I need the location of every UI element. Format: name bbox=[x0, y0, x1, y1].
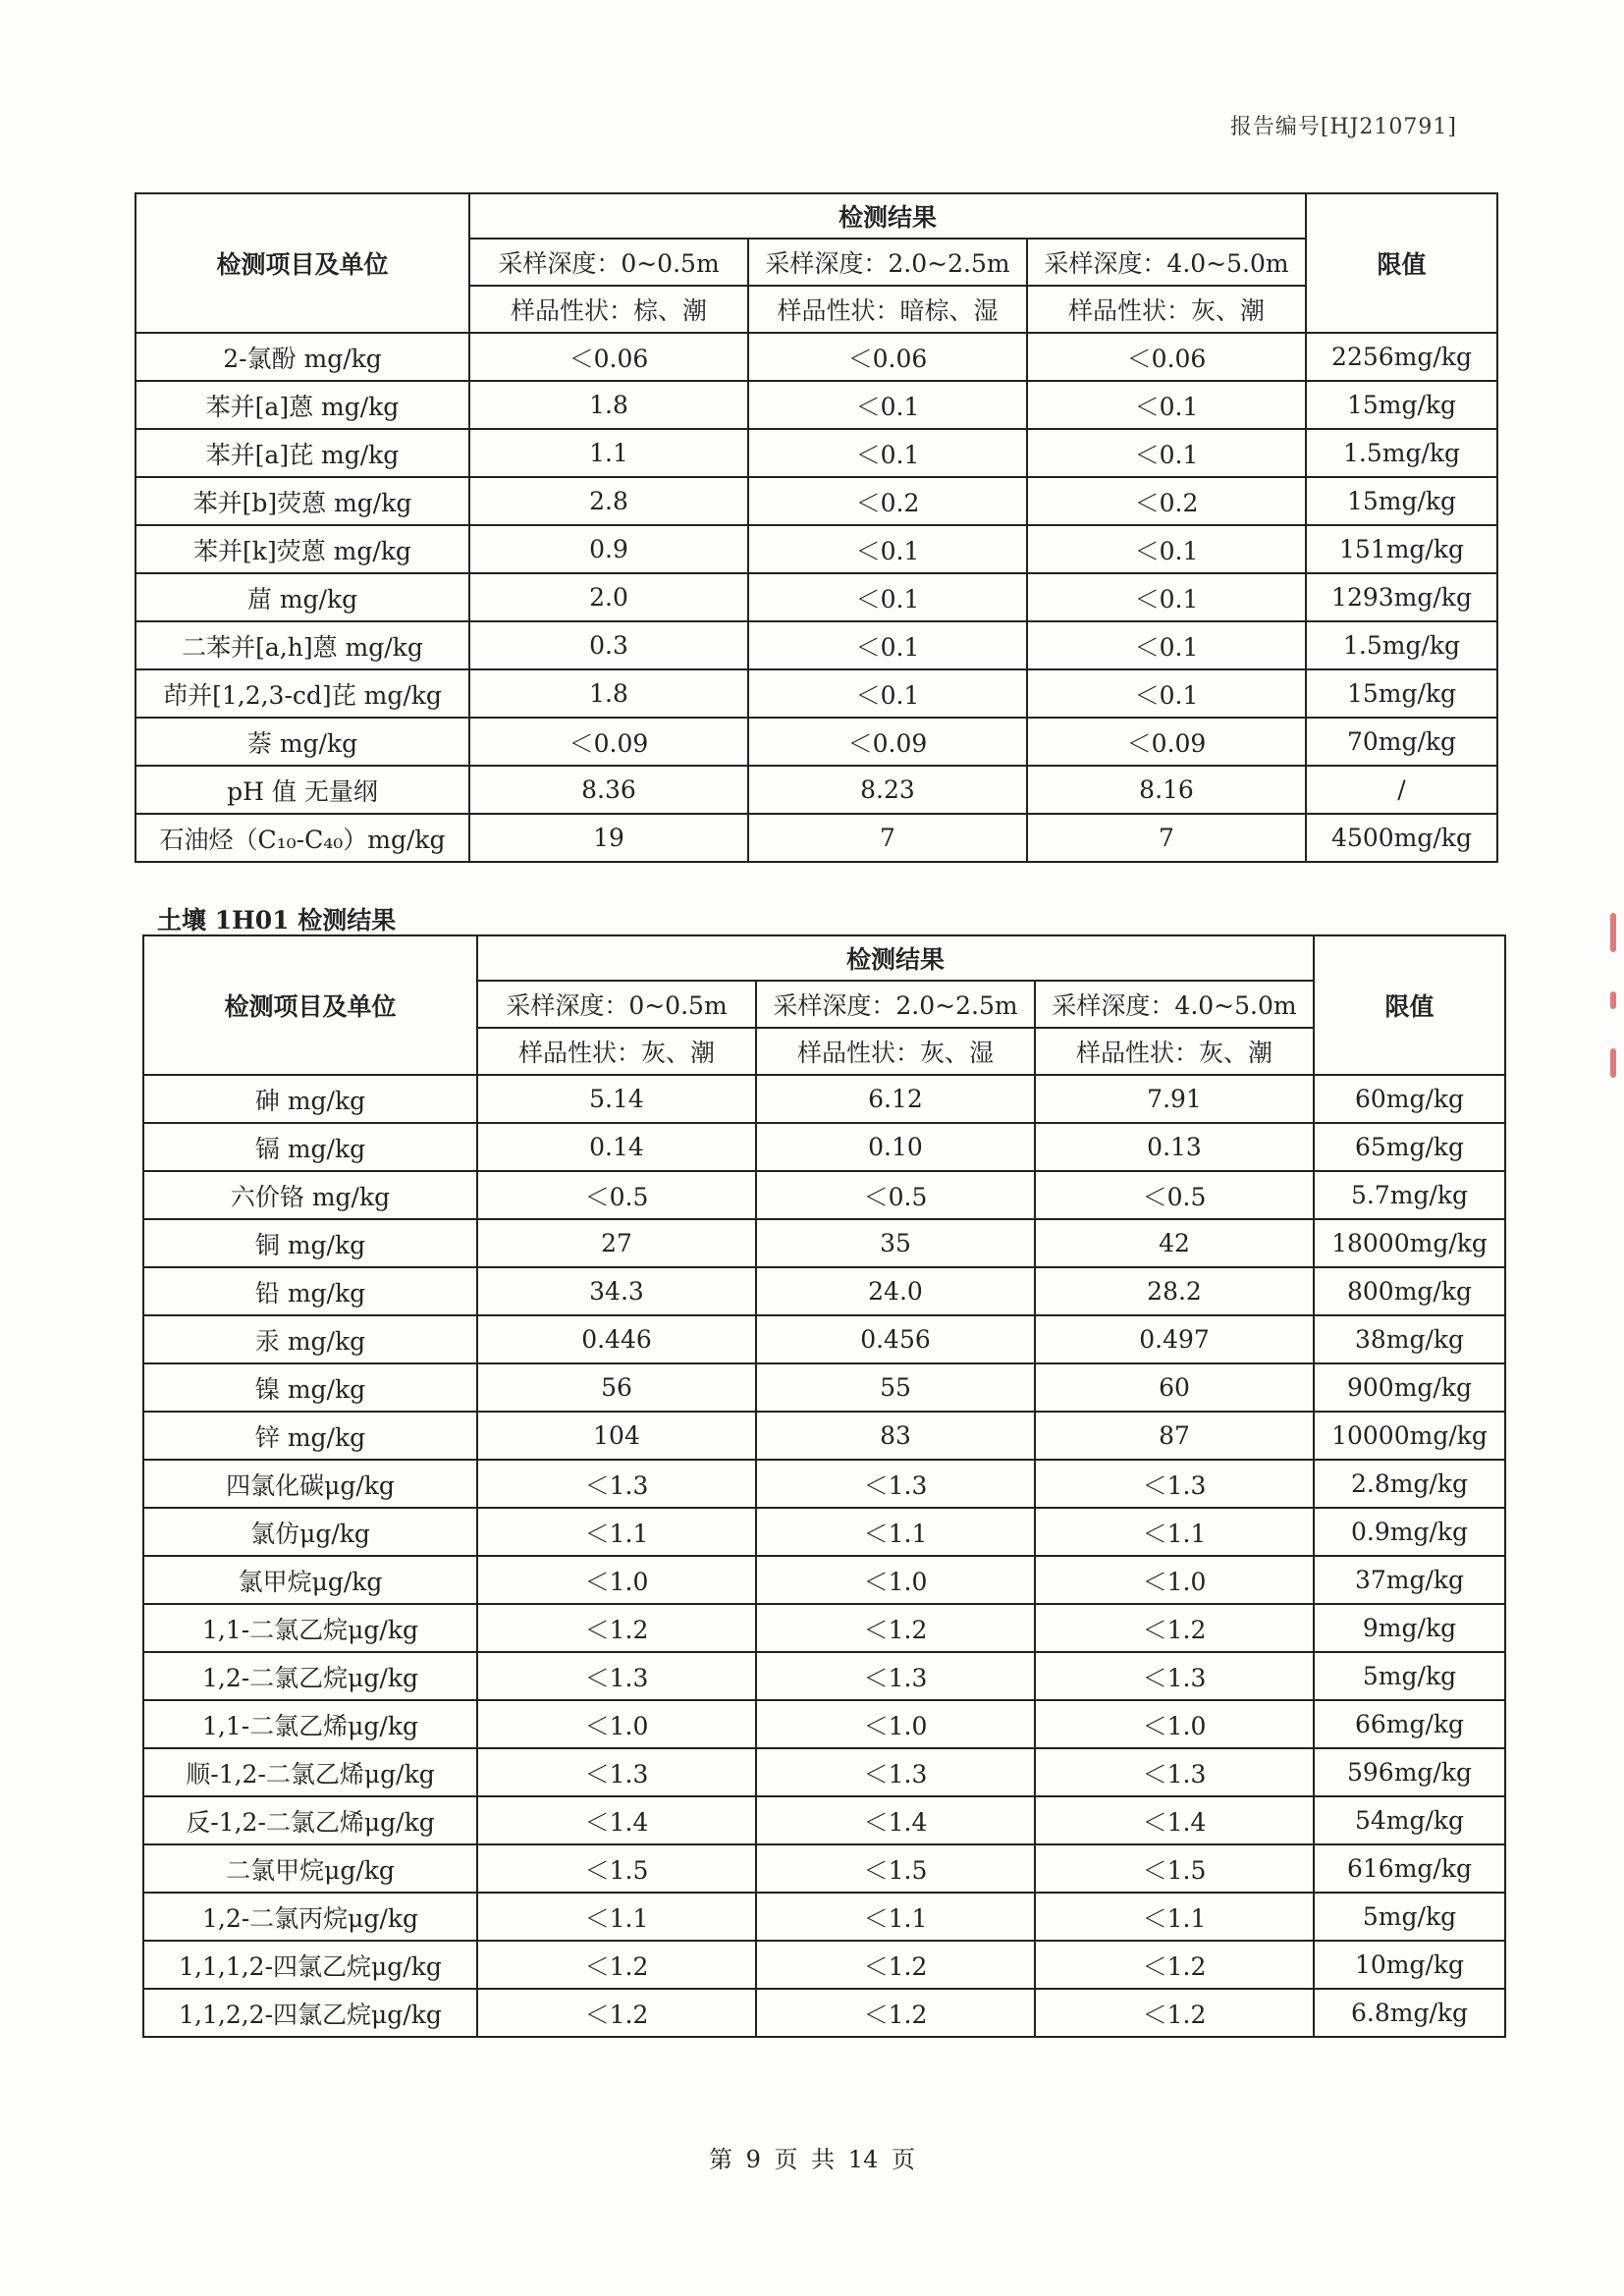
item-cell: 苯并[k]荧蒽 mg/kg bbox=[135, 525, 469, 573]
item-cell: 氯甲烷μg/kg bbox=[143, 1556, 477, 1604]
limit-cell: 5.7mg/kg bbox=[1314, 1171, 1505, 1219]
header-limit: 限值 bbox=[1306, 193, 1497, 333]
value-cell-depth-3: 0.497 bbox=[1035, 1315, 1314, 1363]
value-cell-depth-3: ＜1.3 bbox=[1035, 1460, 1314, 1508]
value-cell-depth-2: ＜0.1 bbox=[748, 573, 1027, 621]
value-cell-depth-1: ＜0.5 bbox=[477, 1171, 756, 1219]
value-cell-depth-3: ＜0.2 bbox=[1027, 477, 1306, 525]
table-row bbox=[135, 766, 1497, 814]
value-cell-depth-3: 0.13 bbox=[1035, 1123, 1314, 1171]
limit-cell: 9mg/kg bbox=[1314, 1604, 1505, 1652]
value-cell-depth-3: ＜1.0 bbox=[1035, 1556, 1314, 1604]
item-cell: 苯并[a]芘 mg/kg bbox=[135, 429, 469, 477]
value-cell-depth-2: ＜1.2 bbox=[756, 1604, 1035, 1652]
value-cell-depth-3: ＜0.1 bbox=[1027, 621, 1306, 669]
item-cell: 汞 mg/kg bbox=[143, 1315, 477, 1363]
value-cell-depth-2: ＜1.2 bbox=[756, 1941, 1035, 1989]
table-row bbox=[135, 814, 1497, 862]
value-cell-depth-2: ＜1.0 bbox=[756, 1700, 1035, 1748]
value-cell-depth-3: ＜0.1 bbox=[1027, 669, 1306, 718]
value-cell-depth-2: 8.23 bbox=[748, 766, 1027, 814]
header-trait-3: 样品性状：灰、潮 bbox=[1027, 286, 1306, 333]
item-cell: 镉 mg/kg bbox=[143, 1123, 477, 1171]
value-cell-depth-3: 42 bbox=[1035, 1219, 1314, 1267]
value-cell-depth-1: 1.1 bbox=[469, 429, 748, 477]
value-cell-depth-2: 6.12 bbox=[756, 1075, 1035, 1123]
item-cell: 石油烃（C₁₀-C₄₀）mg/kg bbox=[135, 814, 469, 862]
table-row bbox=[143, 1412, 1505, 1460]
value-cell-depth-1: ＜0.06 bbox=[469, 333, 748, 381]
value-cell-depth-1: 19 bbox=[469, 814, 748, 862]
table-row bbox=[143, 1315, 1505, 1363]
item-cell: 1,1-二氯乙烷μg/kg bbox=[143, 1604, 477, 1652]
header-depth-3: 采样深度：4.0~5.0m bbox=[1027, 239, 1306, 286]
item-cell: 萘 mg/kg bbox=[135, 718, 469, 766]
value-cell-depth-1: 8.36 bbox=[469, 766, 748, 814]
value-cell-depth-3: ＜1.1 bbox=[1035, 1893, 1314, 1941]
value-cell-depth-2: ＜1.3 bbox=[756, 1460, 1035, 1508]
value-cell-depth-3: ＜1.2 bbox=[1035, 1604, 1314, 1652]
item-cell: 二氯甲烷μg/kg bbox=[143, 1844, 477, 1893]
limit-cell: 0.9mg/kg bbox=[1314, 1508, 1505, 1556]
value-cell-depth-2: ＜1.0 bbox=[756, 1556, 1035, 1604]
limit-cell: 1.5mg/kg bbox=[1306, 429, 1497, 477]
header-item: 检测项目及单位 bbox=[143, 935, 477, 1075]
value-cell-depth-2: ＜0.1 bbox=[748, 621, 1027, 669]
limit-cell: 5mg/kg bbox=[1314, 1652, 1505, 1700]
table-row bbox=[143, 1796, 1505, 1844]
result-table-1 bbox=[135, 192, 1498, 863]
item-cell: 2-氯酚 mg/kg bbox=[135, 333, 469, 381]
value-cell-depth-1: 1.8 bbox=[469, 669, 748, 718]
limit-cell: 10mg/kg bbox=[1314, 1941, 1505, 1989]
item-cell: 1,2-二氯丙烷μg/kg bbox=[143, 1893, 477, 1941]
table-row bbox=[143, 1604, 1505, 1652]
header-trait-2: 样品性状：暗棕、湿 bbox=[748, 286, 1027, 333]
item-cell: 锌 mg/kg bbox=[143, 1412, 477, 1460]
value-cell-depth-2: 35 bbox=[756, 1219, 1035, 1267]
value-cell-depth-3: ＜1.5 bbox=[1035, 1844, 1314, 1893]
limit-cell: 65mg/kg bbox=[1314, 1123, 1505, 1171]
value-cell-depth-3: ＜1.3 bbox=[1035, 1748, 1314, 1796]
limit-cell: 5mg/kg bbox=[1314, 1893, 1505, 1941]
item-cell: 镍 mg/kg bbox=[143, 1363, 477, 1412]
limit-cell: 4500mg/kg bbox=[1306, 814, 1497, 862]
value-cell-depth-1: 0.3 bbox=[469, 621, 748, 669]
value-cell-depth-1: 104 bbox=[477, 1412, 756, 1460]
limit-cell: 15mg/kg bbox=[1306, 669, 1497, 718]
result-table-1-body bbox=[135, 193, 1497, 862]
value-cell-depth-3: ＜1.4 bbox=[1035, 1796, 1314, 1844]
table-row bbox=[143, 1460, 1505, 1508]
value-cell-depth-2: ＜0.2 bbox=[748, 477, 1027, 525]
value-cell-depth-1: ＜1.1 bbox=[477, 1508, 756, 1556]
table-row bbox=[143, 1844, 1505, 1893]
table-row bbox=[143, 1893, 1505, 1941]
value-cell-depth-3: 60 bbox=[1035, 1363, 1314, 1412]
value-cell-depth-2: ＜1.3 bbox=[756, 1652, 1035, 1700]
limit-cell: 38mg/kg bbox=[1314, 1315, 1505, 1363]
table-row bbox=[143, 1075, 1505, 1123]
limit-cell: 54mg/kg bbox=[1314, 1796, 1505, 1844]
table-row bbox=[135, 718, 1497, 766]
value-cell-depth-2: ＜0.1 bbox=[748, 669, 1027, 718]
item-cell: 茚并[1,2,3-cd]芘 mg/kg bbox=[135, 669, 469, 718]
table-row bbox=[135, 381, 1497, 429]
value-cell-depth-3: ＜0.06 bbox=[1027, 333, 1306, 381]
table-row bbox=[135, 573, 1497, 621]
limit-cell: 37mg/kg bbox=[1314, 1556, 1505, 1604]
value-cell-depth-1: ＜1.2 bbox=[477, 1989, 756, 2037]
table-row bbox=[143, 1267, 1505, 1315]
table-row bbox=[143, 1652, 1505, 1700]
header-item: 检测项目及单位 bbox=[135, 193, 469, 333]
table-row bbox=[143, 1941, 1505, 1989]
value-cell-depth-2: 0.456 bbox=[756, 1315, 1035, 1363]
value-cell-depth-1: 34.3 bbox=[477, 1267, 756, 1315]
value-cell-depth-3: ＜1.2 bbox=[1035, 1989, 1314, 2037]
item-cell: 1,1,2,2-四氯乙烷μg/kg bbox=[143, 1989, 477, 2037]
item-cell: 1,1-二氯乙烯μg/kg bbox=[143, 1700, 477, 1748]
value-cell-depth-2: ＜1.3 bbox=[756, 1748, 1035, 1796]
limit-cell: 60mg/kg bbox=[1314, 1075, 1505, 1123]
limit-cell: 66mg/kg bbox=[1314, 1700, 1505, 1748]
limit-cell: 1.5mg/kg bbox=[1306, 621, 1497, 669]
value-cell-depth-2: 24.0 bbox=[756, 1267, 1035, 1315]
header-depth-1: 采样深度：0~0.5m bbox=[469, 239, 748, 286]
table-row bbox=[135, 477, 1497, 525]
value-cell-depth-1: 2.0 bbox=[469, 573, 748, 621]
table-row bbox=[143, 1219, 1505, 1267]
header-limit: 限值 bbox=[1314, 935, 1505, 1075]
value-cell-depth-1: ＜1.0 bbox=[477, 1556, 756, 1604]
item-cell: 砷 mg/kg bbox=[143, 1075, 477, 1123]
header-depth-3: 采样深度：4.0~5.0m bbox=[1035, 981, 1314, 1028]
value-cell-depth-2: ＜0.1 bbox=[748, 429, 1027, 477]
item-cell: 反-1,2-二氯乙烯μg/kg bbox=[143, 1796, 477, 1844]
value-cell-depth-1: ＜1.2 bbox=[477, 1604, 756, 1652]
value-cell-depth-2: ＜0.06 bbox=[748, 333, 1027, 381]
limit-cell: 596mg/kg bbox=[1314, 1748, 1505, 1796]
stamp-mark bbox=[1598, 913, 1624, 1207]
header-depth-2: 采样深度：2.0~2.5m bbox=[748, 239, 1027, 286]
header-trait-1: 样品性状：灰、潮 bbox=[477, 1028, 756, 1075]
value-cell-depth-2: ＜1.4 bbox=[756, 1796, 1035, 1844]
value-cell-depth-1: 27 bbox=[477, 1219, 756, 1267]
result-table-2-body bbox=[143, 935, 1505, 2037]
item-cell: 1,2-二氯乙烷μg/kg bbox=[143, 1652, 477, 1700]
limit-cell: / bbox=[1306, 766, 1497, 814]
value-cell-depth-1: ＜1.4 bbox=[477, 1796, 756, 1844]
limit-cell: 18000mg/kg bbox=[1314, 1219, 1505, 1267]
limit-cell: 6.8mg/kg bbox=[1314, 1989, 1505, 2037]
limit-cell: 2256mg/kg bbox=[1306, 333, 1497, 381]
value-cell-depth-3: 7.91 bbox=[1035, 1075, 1314, 1123]
item-cell: 六价铬 mg/kg bbox=[143, 1171, 477, 1219]
value-cell-depth-3: 7 bbox=[1027, 814, 1306, 862]
value-cell-depth-2: ＜0.1 bbox=[748, 525, 1027, 573]
limit-cell: 15mg/kg bbox=[1306, 477, 1497, 525]
table-row bbox=[143, 1989, 1505, 2037]
value-cell-depth-2: 83 bbox=[756, 1412, 1035, 1460]
table-row bbox=[135, 333, 1497, 381]
value-cell-depth-2: ＜1.5 bbox=[756, 1844, 1035, 1893]
value-cell-depth-2: 7 bbox=[748, 814, 1027, 862]
value-cell-depth-1: ＜1.3 bbox=[477, 1460, 756, 1508]
value-cell-depth-3: ＜1.2 bbox=[1035, 1941, 1314, 1989]
value-cell-depth-3: ＜0.1 bbox=[1027, 429, 1306, 477]
limit-cell: 800mg/kg bbox=[1314, 1267, 1505, 1315]
table-row bbox=[143, 1363, 1505, 1412]
value-cell-depth-2: ＜1.2 bbox=[756, 1989, 1035, 2037]
item-cell: 二苯并[a,h]蒽 mg/kg bbox=[135, 621, 469, 669]
value-cell-depth-1: ＜1.1 bbox=[477, 1893, 756, 1941]
value-cell-depth-3: 28.2 bbox=[1035, 1267, 1314, 1315]
value-cell-depth-3: 87 bbox=[1035, 1412, 1314, 1460]
value-cell-depth-2: ＜1.1 bbox=[756, 1508, 1035, 1556]
limit-cell: 616mg/kg bbox=[1314, 1844, 1505, 1893]
value-cell-depth-3: ＜1.0 bbox=[1035, 1700, 1314, 1748]
header-trait-1: 样品性状：棕、潮 bbox=[469, 286, 748, 333]
value-cell-depth-1: 1.8 bbox=[469, 381, 748, 429]
value-cell-depth-3: ＜0.1 bbox=[1027, 573, 1306, 621]
limit-cell: 70mg/kg bbox=[1306, 718, 1497, 766]
item-cell: 苯并[b]荧蒽 mg/kg bbox=[135, 477, 469, 525]
limit-cell: 10000mg/kg bbox=[1314, 1412, 1505, 1460]
value-cell-depth-1: ＜1.3 bbox=[477, 1652, 756, 1700]
value-cell-depth-2: 0.10 bbox=[756, 1123, 1035, 1171]
item-cell: 苯并[a]蒽 mg/kg bbox=[135, 381, 469, 429]
value-cell-depth-1: 0.14 bbox=[477, 1123, 756, 1171]
header-result: 检测结果 bbox=[477, 935, 1314, 981]
header-depth-1: 采样深度：0~0.5m bbox=[477, 981, 756, 1028]
item-cell: 顺-1,2-二氯乙烯μg/kg bbox=[143, 1748, 477, 1796]
header-result: 检测结果 bbox=[469, 193, 1306, 239]
value-cell-depth-1: 5.14 bbox=[477, 1075, 756, 1123]
table-row bbox=[143, 1171, 1505, 1219]
value-cell-depth-2: 55 bbox=[756, 1363, 1035, 1412]
table-row bbox=[143, 1556, 1505, 1604]
limit-cell: 151mg/kg bbox=[1306, 525, 1497, 573]
table-row bbox=[135, 621, 1497, 669]
report-number: 报告编号[HJ210791] bbox=[1229, 115, 1457, 139]
limit-cell: 900mg/kg bbox=[1314, 1363, 1505, 1412]
value-cell-depth-1: 56 bbox=[477, 1363, 756, 1412]
value-cell-depth-2: ＜1.1 bbox=[756, 1893, 1035, 1941]
value-cell-depth-1: ＜1.0 bbox=[477, 1700, 756, 1748]
limit-cell: 15mg/kg bbox=[1306, 381, 1497, 429]
table-row bbox=[143, 1700, 1505, 1748]
value-cell-depth-2: ＜0.1 bbox=[748, 381, 1027, 429]
value-cell-depth-3: ＜0.1 bbox=[1027, 525, 1306, 573]
header-trait-2: 样品性状：灰、湿 bbox=[756, 1028, 1035, 1075]
value-cell-depth-1: ＜1.3 bbox=[477, 1748, 756, 1796]
value-cell-depth-1: ＜0.09 bbox=[469, 718, 748, 766]
section-title: 土壤 1H01 检测结果 bbox=[157, 906, 397, 934]
page-footer: 第 9 页 共 14 页 bbox=[709, 2146, 915, 2173]
value-cell-depth-1: 2.8 bbox=[469, 477, 748, 525]
item-cell: 四氯化碳μg/kg bbox=[143, 1460, 477, 1508]
value-cell-depth-1: 0.9 bbox=[469, 525, 748, 573]
header-trait-3: 样品性状：灰、潮 bbox=[1035, 1028, 1314, 1075]
item-cell: 铜 mg/kg bbox=[143, 1219, 477, 1267]
table-row bbox=[143, 1748, 1505, 1796]
table-row bbox=[135, 429, 1497, 477]
value-cell-depth-2: ＜0.5 bbox=[756, 1171, 1035, 1219]
item-cell: pH 值 无量纲 bbox=[135, 766, 469, 814]
value-cell-depth-3: ＜1.1 bbox=[1035, 1508, 1314, 1556]
item-cell: 氯仿μg/kg bbox=[143, 1508, 477, 1556]
value-cell-depth-1: 0.446 bbox=[477, 1315, 756, 1363]
value-cell-depth-3: 8.16 bbox=[1027, 766, 1306, 814]
value-cell-depth-3: ＜0.1 bbox=[1027, 381, 1306, 429]
table-row bbox=[135, 525, 1497, 573]
header-depth-2: 采样深度：2.0~2.5m bbox=[756, 981, 1035, 1028]
table-row bbox=[135, 669, 1497, 718]
value-cell-depth-1: ＜1.2 bbox=[477, 1941, 756, 1989]
limit-cell: 1293mg/kg bbox=[1306, 573, 1497, 621]
value-cell-depth-3: ＜1.3 bbox=[1035, 1652, 1314, 1700]
value-cell-depth-2: ＜0.09 bbox=[748, 718, 1027, 766]
item-cell: 铅 mg/kg bbox=[143, 1267, 477, 1315]
table-row bbox=[143, 1123, 1505, 1171]
value-cell-depth-3: ＜0.5 bbox=[1035, 1171, 1314, 1219]
value-cell-depth-3: ＜0.09 bbox=[1027, 718, 1306, 766]
item-cell: 1,1,1,2-四氯乙烷μg/kg bbox=[143, 1941, 477, 1989]
value-cell-depth-1: ＜1.5 bbox=[477, 1844, 756, 1893]
table-row bbox=[143, 1508, 1505, 1556]
result-table-2 bbox=[142, 934, 1506, 2038]
item-cell: 䓛 mg/kg bbox=[135, 573, 469, 621]
limit-cell: 2.8mg/kg bbox=[1314, 1460, 1505, 1508]
